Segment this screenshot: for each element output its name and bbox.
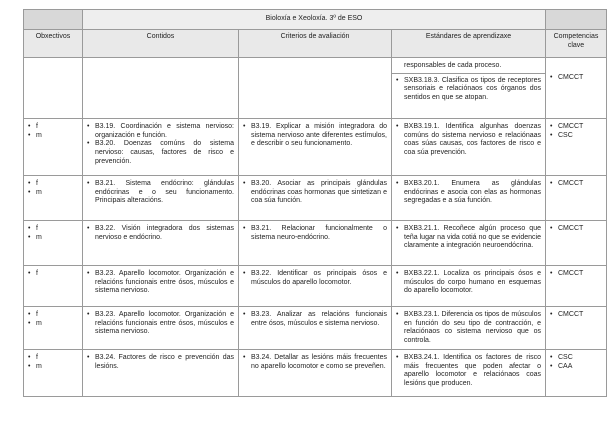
content-item: • B3.24. Factores de risco e prevención das lesións.	[87, 354, 234, 371]
table-row	[24, 58, 607, 119]
column-header-criteria: Criterios de avaliación	[239, 30, 392, 58]
objective-item: • m	[28, 132, 78, 141]
header-row	[24, 30, 607, 58]
competence-item: • CMCCT	[550, 270, 602, 279]
criteria-cell	[239, 119, 392, 176]
contents-cell	[83, 221, 239, 266]
content-item: • B3.19. Coordinación e sistema nervioso: organización e función.	[87, 123, 234, 140]
standards-cell	[392, 58, 546, 119]
competence-item: • CAA	[550, 363, 602, 372]
criteria-cell	[239, 266, 392, 307]
content-item: • B3.20. Doenzas comúns do sistema nervioso: causas, factores de risco e prevención.	[87, 140, 234, 166]
objective-item: • f	[28, 354, 78, 363]
contents-cell	[83, 58, 239, 119]
standards-cell	[392, 349, 546, 396]
objective-item: • f	[28, 311, 78, 320]
criterion-item: • B3.21. Relacionar funcionalmente o sistema neuro-endócrino.	[243, 225, 387, 242]
competence-item: • CMCCT	[550, 180, 602, 189]
content-item: • B3.23. Aparello locomotor. Organización e relacións funcionais entre ósos, músculos e sistema nervioso.	[87, 270, 234, 296]
standard-item: • BXB3.22.1. Localiza os principais ósos e músculos do corpo humano en esquemas do aparello locomotor.	[396, 270, 541, 296]
standard-item: • BXB3.23.1. Diferencia os tipos de músculos en función do seu tipo de contracción, e relaciónaos co sistema nervioso que os controla.	[396, 311, 541, 346]
contents-cell	[83, 266, 239, 307]
standards-cell	[392, 266, 546, 307]
objectives-cell	[24, 119, 83, 176]
objective-item: • f	[28, 180, 78, 189]
criterion-item: • B3.23. Analizar as relacións funcionais entre ósos, músculos e sistema nervioso.	[243, 311, 387, 328]
content-item: • B3.23. Aparello locomotor. Organización e relacións funcionais entre ósos, músculos e sistema nervioso.	[87, 311, 234, 337]
standards-cell	[392, 307, 546, 350]
competences-cell	[546, 349, 607, 396]
criterion-item: • B3.22. Identificar os principais ósos e músculos do aparello locomotor.	[243, 270, 387, 287]
criteria-cell	[239, 176, 392, 221]
criteria-cell	[239, 349, 392, 396]
standard-item: • BXB3.24.1. Identifica os factores de risco máis frecuentes que poden afectar o aparello locomotor e relaciónaos coas lesións que producen.	[396, 354, 541, 389]
objectives-cell	[24, 176, 83, 221]
contents-cell	[83, 307, 239, 350]
competences-cell	[546, 176, 607, 221]
blank-corner-cell	[546, 10, 607, 30]
standards-cell	[392, 221, 546, 266]
competence-item: • CMCCT	[550, 123, 602, 132]
objectives-cell	[24, 221, 83, 266]
table-row	[24, 349, 607, 396]
objective-item: • f	[28, 225, 78, 234]
column-header-contents: Contidos	[83, 30, 239, 58]
objective-item: • m	[28, 320, 78, 329]
competence-item: • CMCCT	[550, 225, 602, 234]
objective-item: • m	[28, 363, 78, 372]
objective-item: • f	[28, 270, 78, 279]
standard-item: • BXB3.19.1. Identifica algunhas doenzas comúns do sistema nervioso e relaciónaas coas súas causas, cos factores de risco e coa súa prevención.	[396, 123, 541, 158]
criteria-cell	[239, 58, 392, 119]
objective-item: • f	[28, 123, 78, 132]
objectives-cell	[24, 58, 83, 119]
objectives-cell	[24, 349, 83, 396]
criterion-item: • B3.19. Explicar a misión integradora do sistema nervioso ante diferentes estímulos, e describir o seu funcionamento.	[243, 123, 387, 149]
column-header-competences: Competencias clave	[546, 30, 607, 58]
competence-item: • CMCCT	[550, 311, 602, 320]
table-row	[24, 307, 607, 350]
standard-item: • BXB3.21.1. Recoñece algún proceso que teña lugar na vida cotiá no que se evidencie claramente a integración neuroendócrina.	[396, 225, 541, 251]
objectives-cell	[24, 266, 83, 307]
standard-item: • BXB3.20.1. Enumera as glándulas endócrinas e asocia con elas as hormonas segregadas e a súa función.	[396, 180, 541, 206]
competence-item: • CMCCT	[550, 74, 602, 83]
table-row	[24, 176, 607, 221]
standards-cell	[392, 176, 546, 221]
standards-cell	[392, 119, 546, 176]
objectives-cell	[24, 307, 83, 350]
contents-cell	[83, 176, 239, 221]
competence-item: • CSC	[550, 132, 602, 141]
criterion-item: • B3.20. Asociar as principais glándulas endócrinas coas hormonas que sintetizan e coa súa función.	[243, 180, 387, 206]
content-item: • B3.22. Visión integradora dos sistemas nervioso e endócrino.	[87, 225, 234, 242]
column-header-objectives: Obxectivos	[24, 30, 83, 58]
standards-continued-text: responsables de cada proceso.	[404, 62, 502, 69]
table-title: Bioloxía e Xeoloxía. 3º de ESO	[83, 10, 546, 30]
content-item: • B3.21. Sistema endócrino: glándulas endócrinas e o seu funcionamento. Principais alteracións.	[87, 180, 234, 206]
table-row	[24, 221, 607, 266]
competences-cell	[546, 58, 607, 119]
blank-corner-cell	[24, 10, 83, 30]
criterion-item: • B3.24. Detallar as lesións máis frecuentes no aparello locomotor e como se preveñen.	[243, 354, 387, 371]
criteria-cell	[239, 221, 392, 266]
competences-cell	[546, 266, 607, 307]
standard-item: • SXB3.18.3. Clasifica os tipos de receptores sensoriais e relaciónaos cos órganos dos sentidos en que se atopan.	[396, 77, 541, 103]
table-row	[24, 119, 607, 176]
competences-cell	[546, 307, 607, 350]
criteria-cell	[239, 307, 392, 350]
table-row	[24, 266, 607, 307]
curriculum-table	[23, 9, 607, 397]
objective-item: • m	[28, 234, 78, 243]
column-header-standards: Estándares de aprendizaxe	[392, 30, 546, 58]
competences-cell	[546, 221, 607, 266]
competence-item: • CSC	[550, 354, 602, 363]
objective-item: • m	[28, 189, 78, 198]
competences-cell	[546, 119, 607, 176]
contents-cell	[83, 349, 239, 396]
contents-cell	[83, 119, 239, 176]
